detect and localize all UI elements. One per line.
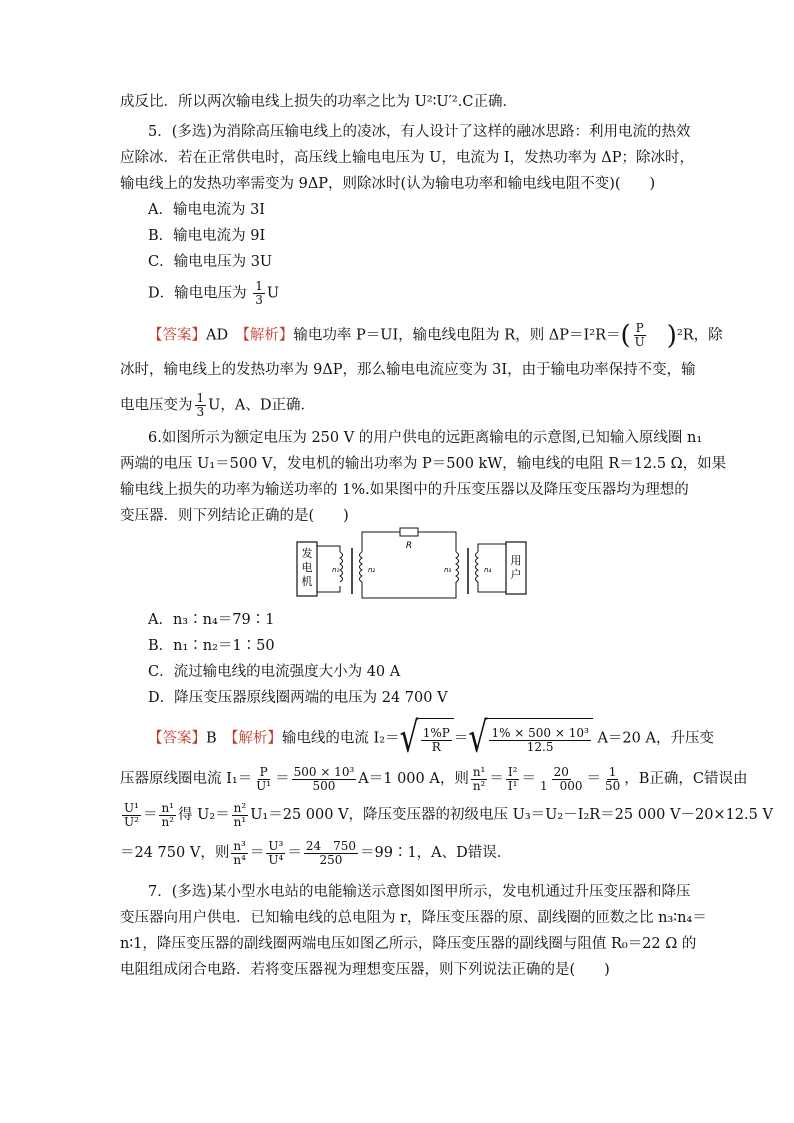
question-7-stem: 变压器向用户供电．已知输电线的总电阻为 r，降压变压器的原、副线圈的匝数之比 n₃∶n₄＝ bbox=[120, 910, 707, 926]
analysis-text: ＝99∶1，A、D错误． bbox=[360, 845, 512, 861]
user-label-2: 户 bbox=[510, 568, 522, 581]
question-7-stem: 7．(多选)某小型水电站的电能输送示意图如图甲所示，发电机通过升压变压器和降压 bbox=[148, 884, 691, 900]
fraction: $\frac{20}{1 000}$ bbox=[539, 764, 583, 793]
fraction bbox=[633, 322, 647, 349]
analysis-text: 电电压变为 bbox=[120, 397, 193, 414]
fraction: $\frac{\text{n³}}{\text{n⁴}}$ bbox=[233, 838, 246, 867]
fraction: $\frac{\text{n¹}}{\text{n²}}$ bbox=[161, 800, 174, 829]
fraction-denominator: R bbox=[431, 739, 441, 754]
option-d-unit: U bbox=[266, 285, 280, 302]
analysis-text: ＝24 750 V，则 bbox=[120, 845, 230, 861]
fraction-numerator: 1% × 500 × 10³ bbox=[491, 725, 589, 740]
n3-label: n₃ bbox=[444, 566, 452, 574]
analysis-text: A＝1 000 A，则 bbox=[358, 771, 469, 787]
analysis-text: ，B正确，C错误由 bbox=[624, 771, 748, 787]
question-6-stem: 变压器．则下列结论正确的是( ) bbox=[120, 508, 349, 524]
question-6-stem: 6.如图所示为额定电压为 250 V 的用户供电的远距离输电的示意图,已知输入原线圈 n₁ bbox=[148, 430, 703, 446]
analysis-line bbox=[120, 392, 315, 419]
paren: ) bbox=[666, 320, 677, 351]
analysis-text: 得 U₂＝ bbox=[177, 807, 230, 823]
question-6-stem: 两端的电压 U₁＝500 V，发电机的输出功率为 P＝500 kW，输电线的电阻 R＝12.5 Ω，如果 bbox=[120, 456, 727, 472]
fraction: $\frac{P}{\text{U¹}}$ bbox=[256, 764, 272, 793]
question-5-stem: 5．(多选)为消除高压输电线上的凌冰，有人设计了这样的融冰思路：利用电流的热效 bbox=[148, 124, 691, 140]
coil-n2 bbox=[360, 552, 363, 582]
text-line: 成反比．所以两次输电线上损失的功率之比为 U²∶U′².C正确． bbox=[120, 94, 517, 110]
fraction bbox=[253, 280, 265, 307]
fraction: $\frac{\text{U¹}}{\text{U²}}$ bbox=[124, 800, 139, 829]
n4-label: n₄ bbox=[484, 566, 492, 574]
option-c: C．流过输电线的电流强度大小为 40 A bbox=[148, 664, 401, 680]
fraction-denominator: 12.5 bbox=[526, 739, 554, 754]
analysis-text: 冰时，输电线上的发热功率为 9ΔP，那么输电电流应变为 3I，由于输电功率保持不变，输 bbox=[120, 362, 696, 378]
analysis-text: A＝20 A，升压变 bbox=[597, 730, 714, 747]
analysis-text: ²R，除 bbox=[676, 327, 723, 344]
question-7-stem: n∶1，降压变压器的副线圈两端电压如图乙所示，降压变压器的副线圈与阻值 R₀＝22 Ω 的 bbox=[120, 936, 697, 952]
question-7-stem: 电阻组成闭合电路．若将变压器视为理想变压器，则下列说法正确的是( ) bbox=[120, 962, 610, 978]
fraction: $\frac{\text{500 × 10³}}{500}$ bbox=[293, 764, 355, 793]
answer-line bbox=[148, 322, 723, 349]
n1-label: n₁ bbox=[332, 566, 340, 574]
fraction: $\frac{\text{n¹}}{\text{n²}}$ bbox=[472, 764, 486, 793]
resistor-R bbox=[400, 528, 418, 536]
analysis-line: 压器原线圈电流 I₁＝ $\frac{P}{\text{U¹}}$ ＝ $\frac{\text{500 × 10³}}{500}$ A＝1 000 A，则 $\frac{\text{n¹}}{\text{n²}}$ ＝ $\frac{\text{I²}}{\text{I¹}}$ ＝ $\frac{20}{1 000}$ ＝ $\frac{1}{50}$ ，B正确，C错误由 bbox=[120, 764, 748, 793]
analysis-line: $\frac{\text{U¹}}{\text{U²}}$ ＝ $\frac{\text{n¹}}{\text{n²}}$ 得 U₂＝ $\frac{\text{n²}}{\text{n¹}}$ U₁＝25 000 V，降压变压器的初级电压 U₃＝U₂－I₂R＝25 000 V－20×12.5 V bbox=[124, 800, 773, 829]
fraction: $\frac{\text{U³}}{\text{U⁴}}$ bbox=[268, 838, 284, 867]
fraction-denominator: U bbox=[634, 335, 645, 349]
question-6-stem: 输电线上损失的功率为输送功率的 1%.如果图中的升压变压器以及降压变压器均为理想的 bbox=[120, 482, 689, 498]
coil-n3 bbox=[456, 552, 459, 582]
fraction bbox=[195, 392, 207, 419]
analysis-line: ＝24 750 V，则 $\frac{\text{n³}}{\text{n⁴}}$ ＝ $\frac{\text{U³}}{\text{U⁴}}$ ＝ $\frac{24 750}{250}$ ＝99∶1，A、D错误． bbox=[120, 838, 512, 867]
analysis-tag: 【解析】 bbox=[231, 730, 282, 747]
fraction: $\frac{\text{I²}}{\text{I¹}}$ bbox=[507, 764, 518, 793]
answer-value: AD bbox=[206, 327, 229, 344]
generator-label-2: 电 bbox=[301, 561, 313, 574]
fraction: $\frac{\text{n²}}{\text{n¹}}$ bbox=[233, 800, 247, 829]
answer-tag: 【答案】 bbox=[148, 327, 206, 344]
option-c: C．输电电压为 3U bbox=[148, 254, 273, 270]
generator-label-3: 机 bbox=[301, 575, 313, 588]
user-label-1: 用 bbox=[510, 554, 522, 567]
answer-tag: 【答案】 bbox=[148, 730, 206, 747]
analysis-text: 压器原线圈电流 I₁＝ bbox=[120, 771, 253, 787]
option-a: A．输电电流为 3I bbox=[148, 202, 266, 218]
fraction: $\frac{24 750}{250}$ bbox=[305, 838, 356, 867]
option-a: A．n₃∶n₄＝79∶1 bbox=[148, 612, 275, 628]
resistor-label: R bbox=[405, 541, 413, 551]
option-d-text: D．输电电压为 bbox=[148, 285, 247, 302]
coil-n4 bbox=[476, 552, 479, 582]
question-5-stem: 应除冰．若在正常供电时，高压线上输电电压为 U，电流为 I，发热功率为 ΔP；除冰时， bbox=[120, 150, 694, 166]
analysis-text: U，A、D正确． bbox=[208, 397, 315, 414]
answer-line: 【答案】B 【解析】输电线的电流 I₂＝ √ $\frac{1\%P}{R}$ ＝ √ $\frac{\text{1\% × 500 × 10³}}{12.5}$ A＝20 A，升压变 bbox=[148, 713, 714, 763]
transmission-circuit-diagram bbox=[296, 526, 530, 602]
analysis-text: 输电功率 P＝UI，输电线电阻为 R，则 ΔP＝I²R＝ bbox=[293, 327, 621, 344]
analysis-text: 输电线的电流 I₂＝ bbox=[281, 730, 400, 747]
fraction-denominator: 3 bbox=[196, 405, 205, 419]
fraction-numerator: P bbox=[635, 321, 644, 335]
option-d: D．降压变压器原线圈两端的电压为 24 700 V bbox=[148, 690, 448, 706]
option-b: B．n₁∶n₂＝1∶50 bbox=[148, 638, 275, 654]
answer-value: B bbox=[206, 730, 217, 747]
analysis-tag: 【解析】 bbox=[242, 327, 294, 344]
fraction-numerator: 1%P bbox=[422, 725, 450, 740]
sqrt: √ $\frac{\text{1\% × 500 × 10³}}{12.5}$ bbox=[468, 718, 593, 759]
fraction-numerator: 1 bbox=[196, 391, 205, 405]
question-5-stem: 输电线上的发热功率需变为 9ΔP，则除冰时(认为输电功率和输电线电阻不变)( ) bbox=[120, 176, 656, 192]
sqrt: √ $\frac{1\%P}{R}$ bbox=[400, 718, 454, 759]
analysis-text: U₁＝25 000 V，降压变压器的初级电压 U₃＝U₂－I₂R＝25 000 V－20×12.5 V bbox=[250, 807, 773, 823]
option-b: B．输电电流为 9I bbox=[148, 228, 266, 244]
fraction-denominator: 3 bbox=[255, 293, 263, 307]
option-d bbox=[148, 280, 279, 307]
coil-n1 bbox=[340, 552, 343, 582]
generator-label-1: 发 bbox=[301, 547, 313, 560]
fraction: $\frac{1}{50}$ bbox=[604, 764, 621, 793]
fraction-numerator: 1 bbox=[255, 279, 263, 293]
n2-label: n₂ bbox=[368, 566, 376, 574]
paren: ( bbox=[620, 320, 631, 351]
